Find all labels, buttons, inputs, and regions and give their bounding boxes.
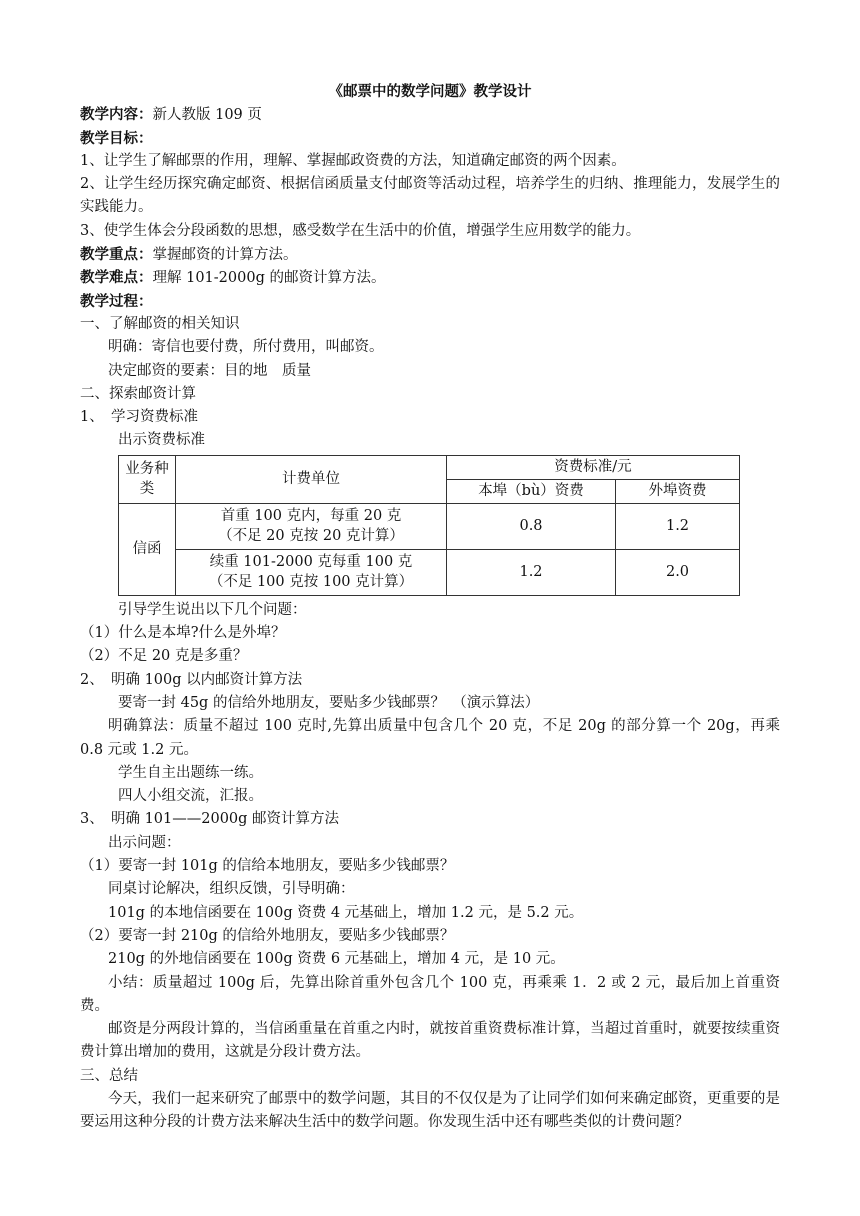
goals-label: 教学目标： bbox=[80, 129, 153, 147]
unit-cell bbox=[176, 503, 447, 549]
content-label: 教学内容： bbox=[80, 106, 153, 124]
header-local-fee: 本埠（bù）资费 bbox=[447, 479, 616, 503]
category-cell: 信函 bbox=[119, 503, 176, 595]
table-row bbox=[119, 503, 740, 549]
goal-item: 1、让学生了解邮票的作用，理解、掌握邮政资费的方法，知道确定邮资的两个因素。 bbox=[80, 152, 626, 169]
goal-item: 3、使学生体会分段函数的思想，感受数学在生活中的价值，增强学生应用数学的能力。 bbox=[80, 222, 641, 239]
paragraph: 101g 的本地信函要在 100g 资费 4 元基础上，增加 1.2 元，是 5.2 元。 bbox=[108, 904, 584, 921]
process-label: 教学过程： bbox=[80, 292, 153, 310]
paragraph: 明确：寄信也要付费，所付费用，叫邮资。 bbox=[108, 339, 384, 356]
question-item: （2）不足 20 克是多重？ bbox=[80, 648, 248, 665]
paragraph: 出示资费标准 bbox=[118, 432, 205, 449]
subsection-heading: 3、 明确 101——2000g 邮资计算方法 bbox=[80, 811, 340, 828]
paragraph: 引导学生说出以下几个问题： bbox=[118, 601, 307, 618]
table-row bbox=[119, 549, 740, 595]
unit-cell bbox=[176, 549, 447, 595]
subsection-heading: 1、 学习资费标准 bbox=[80, 409, 198, 426]
unit-line: 续重 101-2000 克每重 100 克 bbox=[209, 554, 413, 571]
key-point bbox=[80, 243, 780, 266]
question-item: （1）什么是本埠?什么是外埠？ bbox=[80, 625, 286, 642]
paragraph: 四人小组交流，汇报。 bbox=[118, 788, 263, 805]
paragraph: 要寄一封 45g 的信给外地朋友，要贴多少钱邮票？ （演示算法） bbox=[118, 694, 540, 711]
unit-note: （不足 100 克按 100 克计算） bbox=[208, 574, 414, 591]
key-point-text: 掌握邮资的计算方法。 bbox=[152, 247, 298, 264]
conclusion-paragraph: 今天，我们一起来研究了邮票中的数学问题，其目的不仅仅是为了让同学们如何来确定邮资，更重要的是要运用这种分段的计费方法来解决生活中的数学问题。你发现生活中还有哪些类似的计费问题？ bbox=[80, 1090, 780, 1131]
summary-paragraph: 小结：质量超过 100g 后，先算出除首重外包含几个 100 克，再乘乘 1．2 或 2 元，最后加上首重资费。 bbox=[80, 974, 780, 1014]
question-item: （2）要寄一封 210g 的信给外地朋友，要贴多少钱邮票？ bbox=[80, 927, 455, 944]
content-text: 新人教版 109 页 bbox=[152, 107, 262, 124]
header-billing-unit: 计费单位 bbox=[176, 455, 447, 503]
unit-line: 首重 100 克内，每重 20 克 bbox=[220, 508, 402, 525]
paragraph: 学生自主出题练一练。 bbox=[118, 764, 263, 781]
document-body bbox=[80, 80, 780, 1135]
document-title: 《邮票中的数学问题》教学设计 bbox=[328, 83, 532, 100]
paragraph: 明确算法：质量不超过 100 克时,先算出质量中包含几个 20 克，不足 20g 的部分算一个 20g，再乘 0.8 元或 1.2 元。 bbox=[80, 718, 780, 758]
section-heading: 三、总结 bbox=[80, 1067, 138, 1084]
paragraph: 出示问题： bbox=[108, 834, 181, 851]
subsection-heading: 2、 明确 100g 以内邮资计算方法 bbox=[80, 671, 303, 688]
key-point-label: 教学重点： bbox=[80, 246, 153, 264]
difficulty-text: 理解 101-2000g 的邮资计算方法。 bbox=[152, 270, 386, 287]
teaching-content bbox=[80, 103, 780, 126]
header-business-type: 业务种类 bbox=[119, 455, 176, 503]
section-heading: 一、了解邮资的相关知识 bbox=[80, 315, 240, 332]
question-item: （1）要寄一封 101g 的信给本地朋友，要贴多少钱邮票？ bbox=[80, 858, 455, 875]
local-fee-cell: 1.2 bbox=[447, 549, 616, 595]
paragraph: 210g 的外地信函要在 100g 资费 6 元基础上，增加 4 元，是 10 元。 bbox=[108, 951, 565, 968]
remote-fee-cell: 1.2 bbox=[616, 503, 740, 549]
paragraph: 决定邮资的要素：目的地 质量 bbox=[108, 362, 311, 379]
local-fee-cell: 0.8 bbox=[447, 503, 616, 549]
difficulty-label: 教学难点： bbox=[80, 269, 153, 287]
fee-standard-table bbox=[118, 455, 740, 596]
header-fee-standard: 资费标准/元 bbox=[447, 455, 740, 479]
header-remote-fee: 外埠资费 bbox=[616, 479, 740, 503]
paragraph: 邮资是分两段计算的，当信函重量在首重之内时，就按首重资费标准计算，当超过首重时，就要按续重资费计算出增加的费用，这就是分段计费方法。 bbox=[80, 1021, 780, 1061]
goal-item: 2、让学生经历探究确定邮资、根据信函质量支付邮资等活动过程，培养学生的归纳、推理能力，发展学生的实践能力。 bbox=[80, 176, 780, 216]
remote-fee-cell: 2.0 bbox=[616, 549, 740, 595]
section-heading: 二、探索邮资计算 bbox=[80, 385, 196, 402]
paragraph: 同桌讨论解决，组织反馈，引导明确： bbox=[108, 881, 355, 898]
unit-note: （不足 20 克按 20 克计算） bbox=[218, 528, 404, 545]
difficulty bbox=[80, 266, 780, 289]
